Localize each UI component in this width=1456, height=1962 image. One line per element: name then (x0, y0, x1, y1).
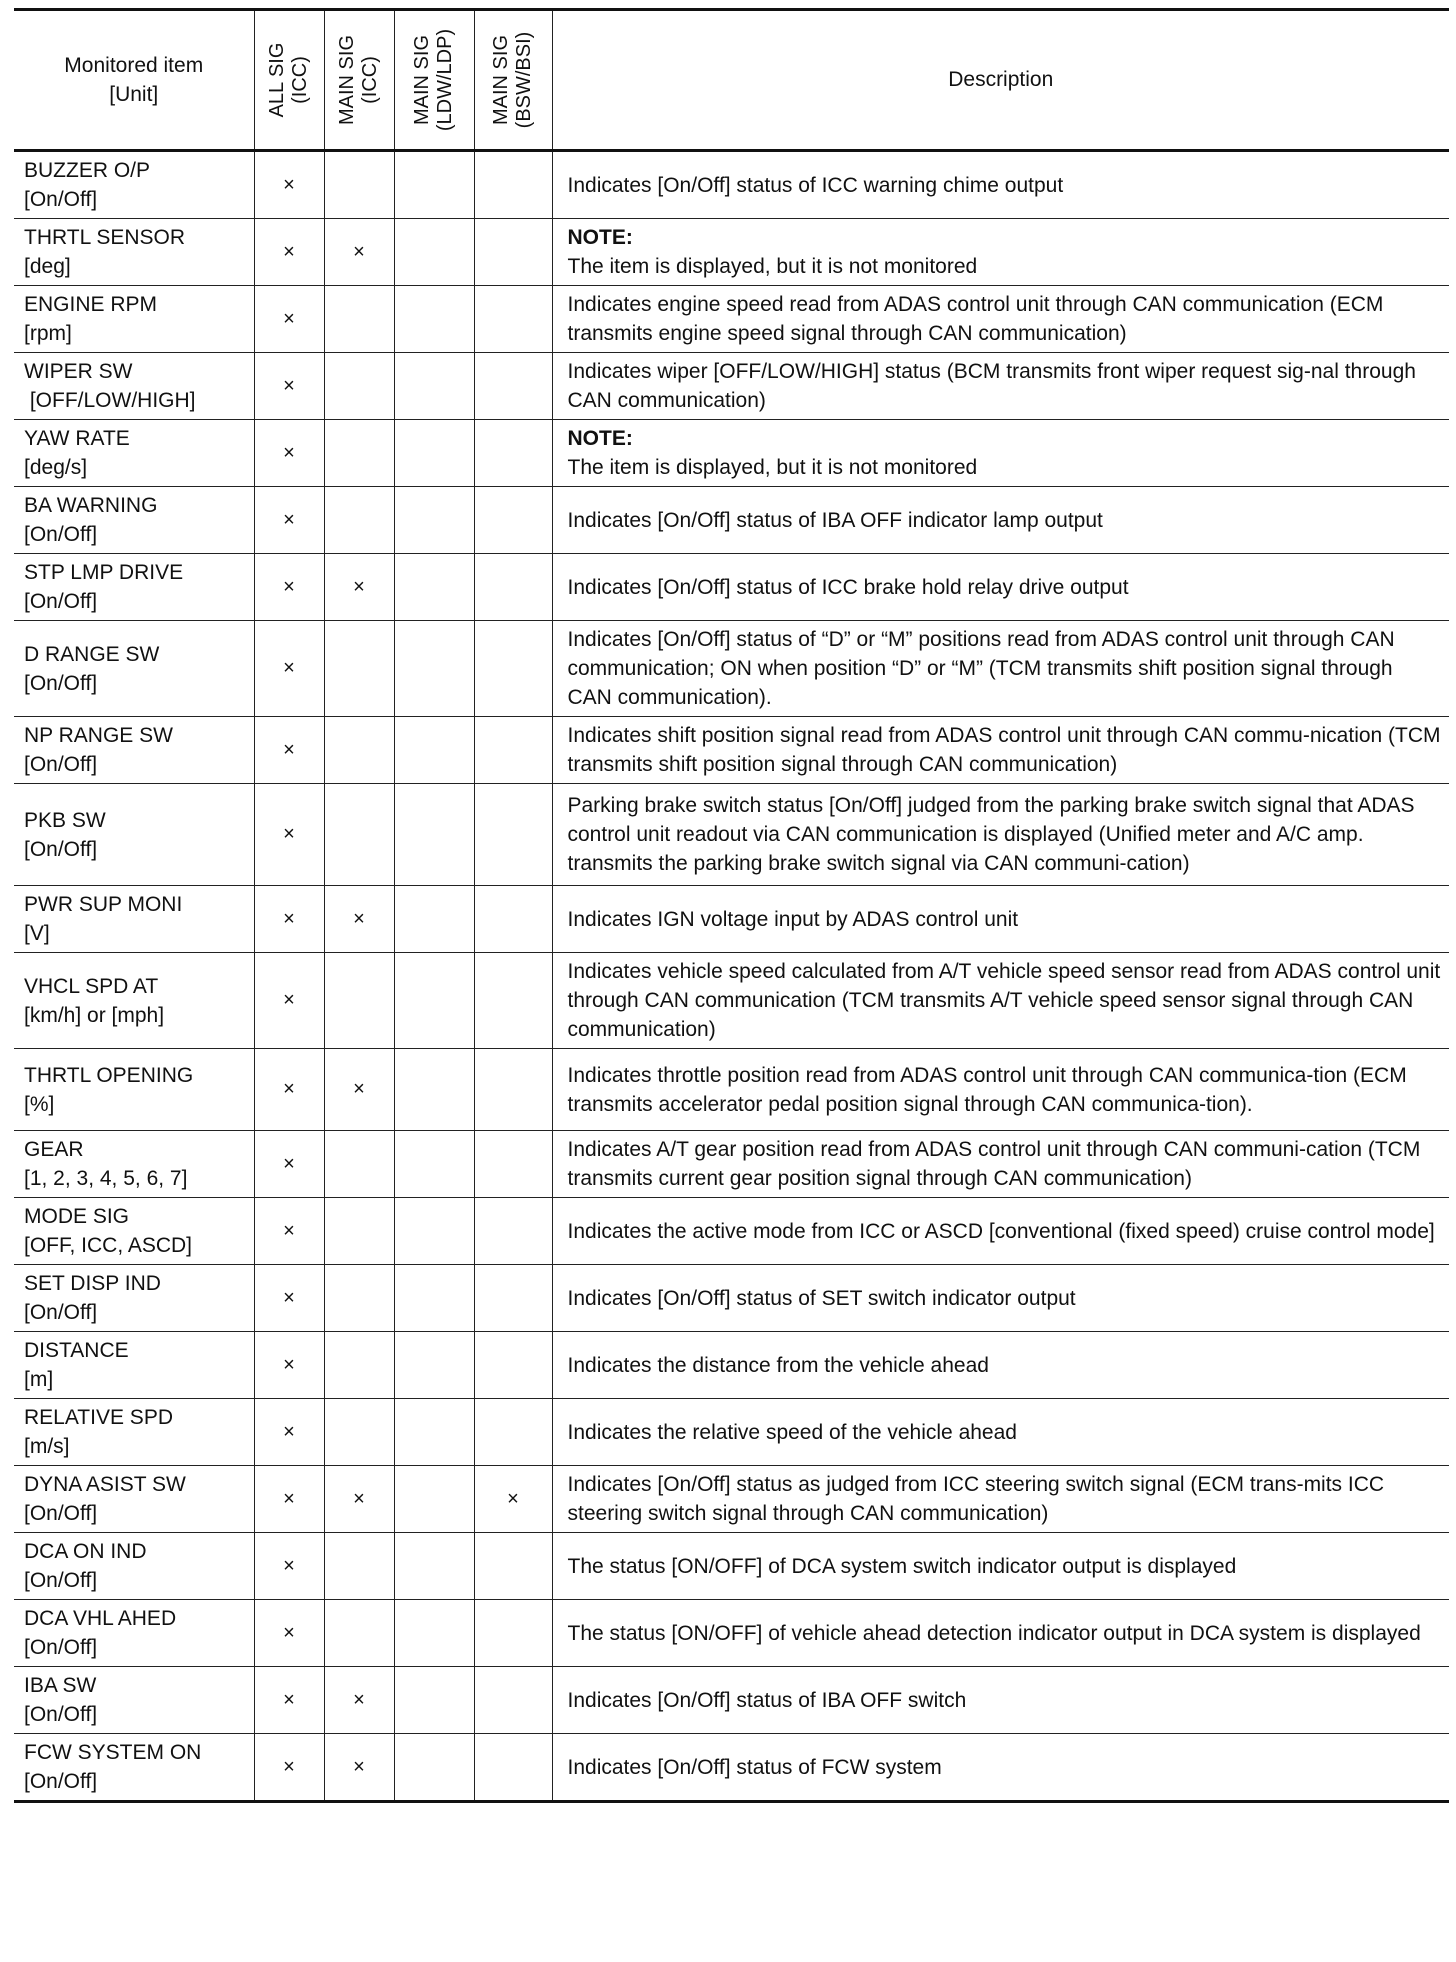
item-name: RELATIVE SPD (24, 1406, 173, 1429)
table-row (14, 1466, 1449, 1533)
description-cell (552, 1399, 1449, 1466)
item-name: BUZZER O/P (24, 159, 151, 182)
item-name: SET DISP IND (24, 1272, 161, 1295)
item-name: PKB SW (24, 808, 106, 832)
item-name: MODE SIG (24, 1205, 130, 1228)
mark-main-sig-bsw-bsi (474, 1600, 552, 1667)
description-text: Indicates A/T gear position read from ADAS control unit through CAN communi-cation (TCM transmits current gear position signal through CAN communication) (567, 1138, 1421, 1190)
table-row (14, 953, 1449, 1049)
table-row (14, 1399, 1449, 1466)
description-cell (552, 1734, 1449, 1802)
description-cell (552, 621, 1449, 717)
mark-main-sig-icc (324, 1265, 394, 1332)
monitored-item-cell (14, 151, 254, 219)
monitored-item-cell (14, 219, 254, 286)
monitored-item-cell (14, 1265, 254, 1332)
item-unit: [deg/s] (24, 456, 88, 479)
header-sig1-line2: (ICC) (289, 56, 311, 104)
table-row (14, 1049, 1449, 1131)
mark-main-sig-bsw-bsi (474, 1667, 552, 1734)
description-cell (552, 286, 1449, 353)
mark-all-sig-icc: × (254, 1049, 324, 1131)
mark-all-sig-icc: × (254, 1399, 324, 1466)
mark-main-sig-icc (324, 1198, 394, 1265)
mark-main-sig-bsw-bsi (474, 1049, 552, 1131)
mark-main-sig-bsw-bsi (474, 717, 552, 784)
description-text: Parking brake switch status [On/Off] judged from the parking brake switch signal that ADAS control unit readout via CAN communication is displayed (Unified meter and A/C amp. transmits the parking brake switch signal via CAN communi-cation) (567, 794, 1415, 875)
mark-all-sig-icc: × (254, 1667, 324, 1734)
table-row (14, 886, 1449, 953)
description-cell (552, 1667, 1449, 1734)
item-name: YAW RATE (24, 427, 130, 450)
item-name: D RANGE SW (24, 642, 160, 666)
item-unit: [km/h] or [mph] (24, 1003, 165, 1027)
table-row (14, 1600, 1449, 1667)
mark-main-sig-icc: × (324, 554, 394, 621)
item-unit: [On/Off] (24, 1569, 98, 1592)
header-sig2-line1: MAIN SIG (336, 34, 358, 126)
header-monitored-item (14, 10, 254, 151)
item-unit: [OFF, ICC, ASCD] (24, 1234, 193, 1257)
mark-main-sig-icc (324, 1332, 394, 1399)
description-text: Indicates shift position signal read from ADAS control unit through CAN commu-nication (TCM transmits shift position signal through CAN communication) (567, 724, 1441, 776)
description-text: Indicates [On/Off] status of IBA OFF switch (567, 1688, 967, 1712)
table-row (14, 151, 1449, 219)
monitored-item-cell (14, 1533, 254, 1600)
description-cell (552, 784, 1449, 886)
item-name: FCW SYSTEM ON (24, 1741, 202, 1764)
mark-main-sig-ldw-ldp (394, 1667, 474, 1734)
mark-main-sig-ldw-ldp (394, 1265, 474, 1332)
table-row (14, 1131, 1449, 1198)
header-sig3-line1: MAIN SIG (411, 34, 433, 126)
item-unit: [On/Off] (24, 523, 98, 546)
header-item-line1: Monitored item (64, 54, 204, 77)
mark-all-sig-icc: × (254, 151, 324, 219)
table-row (14, 487, 1449, 554)
mark-all-sig-icc: × (254, 286, 324, 353)
description-text: Indicates wiper [OFF/LOW/HIGH] status (BCM transmits front wiper request sig-nal through CAN communication) (567, 360, 1416, 412)
description-text: Indicates [On/Off] status of ICC warning chime output (567, 173, 1064, 197)
item-unit: [deg] (24, 255, 71, 278)
header-description: Description (552, 10, 1449, 151)
description-cell (552, 554, 1449, 621)
item-name: GEAR (24, 1138, 84, 1161)
mark-main-sig-ldw-ldp (394, 353, 474, 420)
item-unit: [1, 2, 3, 4, 5, 6, 7] (24, 1167, 188, 1190)
description-cell (552, 1332, 1449, 1399)
monitored-item-cell (14, 1131, 254, 1198)
item-name: ENGINE RPM (24, 293, 158, 316)
item-name: WIPER SW (24, 360, 133, 383)
mark-all-sig-icc: × (254, 1466, 324, 1533)
mark-main-sig-icc: × (324, 1049, 394, 1131)
mark-main-sig-ldw-ldp (394, 1734, 474, 1802)
mark-main-sig-ldw-ldp (394, 953, 474, 1049)
mark-main-sig-icc (324, 1399, 394, 1466)
mark-main-sig-ldw-ldp (394, 487, 474, 554)
item-unit: [On/Off] (24, 188, 98, 211)
mark-main-sig-bsw-bsi (474, 886, 552, 953)
mark-main-sig-bsw-bsi (474, 353, 552, 420)
mark-main-sig-ldw-ldp (394, 1600, 474, 1667)
item-unit: [On/Off] (24, 590, 98, 613)
mark-main-sig-icc: × (324, 886, 394, 953)
description-cell (552, 487, 1449, 554)
mark-main-sig-bsw-bsi (474, 1533, 552, 1600)
mark-main-sig-icc (324, 1533, 394, 1600)
item-unit: [On/Off] (24, 1636, 98, 1659)
mark-all-sig-icc: × (254, 353, 324, 420)
description-text: Indicates IGN voltage input by ADAS control unit (567, 907, 1019, 931)
mark-main-sig-bsw-bsi (474, 784, 552, 886)
description-cell (552, 219, 1449, 286)
description-cell (552, 1131, 1449, 1198)
mark-main-sig-icc (324, 717, 394, 784)
mark-main-sig-icc: × (324, 219, 394, 286)
monitored-item-cell (14, 1332, 254, 1399)
description-cell (552, 420, 1449, 487)
monitored-item-cell (14, 420, 254, 487)
table-header-row (14, 10, 1449, 151)
monitored-item-cell (14, 487, 254, 554)
item-unit: [On/Off] (24, 1301, 98, 1324)
table-row (14, 1332, 1449, 1399)
description-text: Indicates vehicle speed calculated from A/T vehicle speed sensor read from ADAS control unit through CAN communication (TCM transmits A/T vehicle speed sensor signal through CAN communication) (567, 960, 1441, 1041)
mark-main-sig-ldw-ldp (394, 1332, 474, 1399)
description-cell (552, 886, 1449, 953)
item-unit: [On/Off] (24, 671, 98, 695)
monitored-item-cell (14, 1734, 254, 1802)
monitored-item-cell (14, 784, 254, 886)
mark-main-sig-bsw-bsi (474, 621, 552, 717)
monitored-item-cell (14, 353, 254, 420)
mark-main-sig-icc (324, 1131, 394, 1198)
mark-main-sig-bsw-bsi (474, 151, 552, 219)
table-row (14, 353, 1449, 420)
item-name: DYNA ASIST SW (24, 1473, 186, 1496)
item-name: BA WARNING (24, 494, 158, 517)
mark-main-sig-ldw-ldp (394, 621, 474, 717)
table-body (14, 151, 1449, 1802)
mark-all-sig-icc: × (254, 784, 324, 886)
table-row (14, 1265, 1449, 1332)
table-row (14, 286, 1449, 353)
description-cell (552, 717, 1449, 784)
mark-main-sig-bsw-bsi (474, 219, 552, 286)
mark-main-sig-ldw-ldp (394, 1466, 474, 1533)
item-name: THRTL SENSOR (24, 226, 186, 249)
mark-all-sig-icc: × (254, 1198, 324, 1265)
mark-main-sig-ldw-ldp (394, 1131, 474, 1198)
header-all-sig-icc (254, 10, 324, 151)
mark-main-sig-bsw-bsi (474, 420, 552, 487)
mark-all-sig-icc: × (254, 1600, 324, 1667)
description-text: The item is displayed, but it is not monitored (567, 456, 978, 479)
description-text: Indicates [On/Off] status of ICC brake hold relay drive output (567, 575, 1129, 599)
description-cell (552, 1466, 1449, 1533)
mark-all-sig-icc: × (254, 487, 324, 554)
description-cell (552, 151, 1449, 219)
item-name: STP LMP DRIVE (24, 561, 184, 584)
monitored-item-cell (14, 286, 254, 353)
monitor-item-sheet (14, 8, 1449, 1803)
monitor-item-table (14, 8, 1449, 1803)
mark-main-sig-bsw-bsi (474, 554, 552, 621)
table-row (14, 621, 1449, 717)
description-cell (552, 353, 1449, 420)
monitored-item-cell (14, 1667, 254, 1734)
description-text: Indicates engine speed read from ADAS control unit through CAN communication (ECM transmits engine speed signal through CAN communication) (567, 293, 1384, 345)
mark-all-sig-icc: × (254, 621, 324, 717)
mark-all-sig-icc: × (254, 717, 324, 784)
monitored-item-cell (14, 886, 254, 953)
description-cell (552, 1265, 1449, 1332)
description-text: Indicates the distance from the vehicle ahead (567, 1353, 989, 1377)
mark-main-sig-ldw-ldp (394, 784, 474, 886)
monitored-item-cell (14, 554, 254, 621)
monitored-item-cell (14, 1466, 254, 1533)
mark-main-sig-ldw-ldp (394, 286, 474, 353)
table-row (14, 219, 1449, 286)
mark-main-sig-bsw-bsi (474, 286, 552, 353)
mark-all-sig-icc: × (254, 1332, 324, 1399)
description-text: Indicates the relative speed of the vehicle ahead (567, 1420, 1017, 1444)
item-unit: [On/Off] (24, 837, 98, 861)
item-unit: [m/s] (24, 1435, 70, 1458)
mark-all-sig-icc: × (254, 1734, 324, 1802)
item-name: THRTL OPENING (24, 1063, 194, 1087)
mark-all-sig-icc: × (254, 953, 324, 1049)
description-cell (552, 1198, 1449, 1265)
mark-main-sig-bsw-bsi (474, 1399, 552, 1466)
item-name: PWR SUP MONI (24, 893, 183, 916)
monitored-item-cell (14, 1198, 254, 1265)
mark-main-sig-icc (324, 621, 394, 717)
monitored-item-cell (14, 621, 254, 717)
mark-main-sig-bsw-bsi: × (474, 1466, 552, 1533)
mark-main-sig-ldw-ldp (394, 151, 474, 219)
table-row (14, 1734, 1449, 1802)
mark-all-sig-icc: × (254, 1131, 324, 1198)
monitored-item-cell (14, 1399, 254, 1466)
item-unit: [OFF/LOW/HIGH] (24, 389, 196, 412)
mark-main-sig-bsw-bsi (474, 1198, 552, 1265)
mark-main-sig-icc (324, 286, 394, 353)
description-text: Indicates [On/Off] status as judged from ICC steering switch signal (ECM trans-mits ICC steering switch signal through CAN communication) (567, 1473, 1385, 1525)
item-unit: [On/Off] (24, 1502, 98, 1525)
item-unit: [rpm] (24, 322, 72, 345)
table-row (14, 1198, 1449, 1265)
mark-main-sig-icc: × (324, 1667, 394, 1734)
header-sig4-line2: (BSW/BSI) (513, 31, 535, 129)
description-text: Indicates the active mode from ICC or ASCD [conventional (fixed speed) cruise control mode] (567, 1219, 1435, 1243)
description-cell (552, 1049, 1449, 1131)
item-unit: [On/Off] (24, 1770, 98, 1793)
description-cell (552, 1533, 1449, 1600)
item-unit: [m] (24, 1368, 54, 1391)
mark-main-sig-icc (324, 420, 394, 487)
mark-main-sig-bsw-bsi (474, 1265, 552, 1332)
header-main-sig-bsw-bsi (474, 10, 552, 151)
mark-main-sig-ldw-ldp (394, 1533, 474, 1600)
mark-main-sig-icc (324, 487, 394, 554)
monitored-item-cell (14, 1600, 254, 1667)
monitored-item-cell (14, 953, 254, 1049)
item-name: DCA VHL AHED (24, 1607, 177, 1630)
mark-main-sig-bsw-bsi (474, 953, 552, 1049)
item-unit: [%] (24, 1092, 55, 1116)
mark-main-sig-ldw-ldp (394, 219, 474, 286)
header-main-sig-ldw-ldp (394, 10, 474, 151)
table-row (14, 717, 1449, 784)
item-name: DISTANCE (24, 1339, 129, 1362)
mark-main-sig-ldw-ldp (394, 886, 474, 953)
header-sig1-line1: ALL SIG (266, 42, 288, 118)
monitored-item-cell (14, 1049, 254, 1131)
mark-main-sig-ldw-ldp (394, 420, 474, 487)
item-name: VHCL SPD AT (24, 974, 159, 998)
mark-main-sig-bsw-bsi (474, 1332, 552, 1399)
description-text: Indicates [On/Off] status of IBA OFF indicator lamp output (567, 508, 1103, 532)
mark-main-sig-ldw-ldp (394, 1198, 474, 1265)
table-row (14, 1667, 1449, 1734)
mark-main-sig-ldw-ldp (394, 717, 474, 784)
mark-main-sig-icc: × (324, 1734, 394, 1802)
description-text: Indicates throttle position read from ADAS control unit through CAN communica-tion (ECM transmits accelerator pedal position signal through CAN communica-tion). (567, 1063, 1407, 1116)
item-unit: [V] (24, 922, 50, 945)
mark-all-sig-icc: × (254, 420, 324, 487)
item-unit: [On/Off] (24, 1703, 98, 1726)
note-label: NOTE: (567, 226, 633, 249)
description-text: Indicates [On/Off] status of SET switch indicator output (567, 1286, 1076, 1310)
description-cell (552, 953, 1449, 1049)
mark-main-sig-icc (324, 353, 394, 420)
table-row (14, 1533, 1449, 1600)
table-row (14, 554, 1449, 621)
description-text: The status [ON/OFF] of DCA system switch indicator output is displayed (567, 1554, 1237, 1578)
mark-all-sig-icc: × (254, 1533, 324, 1600)
description-text: The status [ON/OFF] of vehicle ahead detection indicator output in DCA system is displayed (567, 1621, 1421, 1645)
note-label: NOTE: (567, 427, 633, 450)
mark-main-sig-bsw-bsi (474, 1734, 552, 1802)
mark-main-sig-icc (324, 151, 394, 219)
mark-main-sig-ldw-ldp (394, 554, 474, 621)
item-name: IBA SW (24, 1674, 97, 1697)
table-row (14, 784, 1449, 886)
monitored-item-cell (14, 717, 254, 784)
description-text: The item is displayed, but it is not monitored (567, 255, 978, 278)
header-sig3-line2: (LDW/LDP) (434, 28, 456, 132)
mark-main-sig-icc (324, 784, 394, 886)
description-text: Indicates [On/Off] status of FCW system (567, 1755, 942, 1779)
mark-main-sig-icc (324, 1600, 394, 1667)
mark-main-sig-bsw-bsi (474, 487, 552, 554)
mark-main-sig-bsw-bsi (474, 1131, 552, 1198)
header-sig2-line2: (ICC) (359, 56, 381, 104)
item-unit: [On/Off] (24, 753, 98, 776)
mark-all-sig-icc: × (254, 886, 324, 953)
item-name: NP RANGE SW (24, 724, 173, 747)
description-text: Indicates [On/Off] status of “D” or “M” positions read from ADAS control unit through CAN communication; ON when position “D” or “M” (TCM transmits shift position signal through CAN communication). (567, 628, 1395, 709)
header-item-line2: [Unit] (109, 83, 159, 106)
header-sig4-line1: MAIN SIG (490, 34, 512, 126)
description-cell (552, 1600, 1449, 1667)
mark-main-sig-icc: × (324, 1466, 394, 1533)
mark-all-sig-icc: × (254, 554, 324, 621)
table-row (14, 420, 1449, 487)
mark-all-sig-icc: × (254, 1265, 324, 1332)
mark-all-sig-icc: × (254, 219, 324, 286)
header-main-sig-icc (324, 10, 394, 151)
mark-main-sig-icc (324, 953, 394, 1049)
item-name: DCA ON IND (24, 1540, 147, 1563)
mark-main-sig-ldw-ldp (394, 1049, 474, 1131)
mark-main-sig-ldw-ldp (394, 1399, 474, 1466)
